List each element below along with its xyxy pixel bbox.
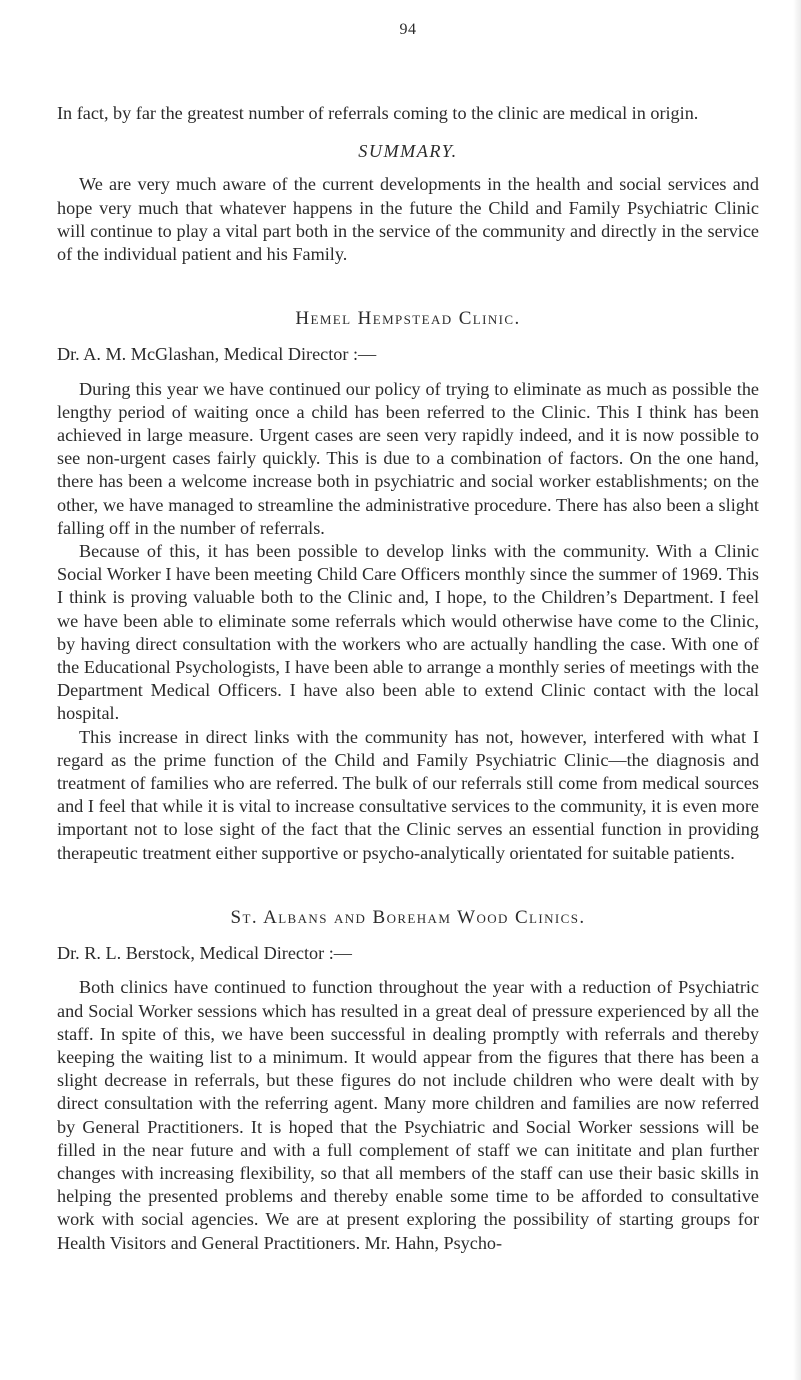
document-page [57, 20, 759, 1255]
summary-paragraph: We are very much aware of the current developments in the health and social services and hope very much that whatever happens in the future the Child and Family Psychiatric Clinic will continue to play a vital part both in the service of the community and directly in the service of the individual patient and his Family. [57, 174, 759, 265]
hemel-director-line: Dr. A. M. McGlashan, Medical Director :— [57, 344, 377, 365]
st-albans-heading: St. Albans and Boreham Wood Clinics. [230, 906, 586, 928]
hemel-paragraph-3: This increase in direct links with the community has not, however, interfered with what I regard as the prime function of the Child and Family Psychiatric Clinic—the diagnosis and treatment of families who are referred. The bulk of our referrals still come from medical sources and I feel that while it is vital to increase consultative services to the community, it is even more important not to lose sight of the fact that the Clinic serves an essential function in providing therapeutic treatment either supportive or psycho-analytically orientated for suitable patients. [57, 726, 759, 863]
page-number: 94 [399, 21, 417, 38]
intro-paragraph: In fact, by far the greatest number of referrals coming to the clinic are medical in origin. [57, 103, 699, 123]
st-albans-director-line: Dr. R. L. Berstock, Medical Director :— [57, 943, 352, 964]
page-edge-shadow [793, 0, 801, 1380]
hemel-paragraph-2: Because of this, it has been possible to develop links with the community. With a Clinic Social Worker I have been meeting Child Care Officers monthly since the summer of 1969. This I think is proving valuable both to the Clinic and, I hope, to the Children’s Department. I feel we have been able to eliminate some referrals which would otherwise have come to the Clinic, by having direct consultation with the workers who are actually handling the case. With one of the Educational Psychologists, I have been able to arrange a monthly series of meetings with the Department Medical Officers. I have also been able to extend Clinic contact with the local hospital. [57, 541, 759, 724]
hemel-hempstead-heading: Hemel Hempstead Clinic. [295, 308, 521, 330]
hemel-paragraph-1: During this year we have continued our policy of trying to eliminate as much as possible the lengthy period of waiting once a child has been referred to the Clinic. This I think has been achieved in large measure. Urgent cases are seen very rapidly indeed, and it is now possible to see non-urgent cases fairly quickly. This is due to a combination of factors. On the one hand, there has been a welcome increase both in psychiatric and social worker establishments; on the other, we have managed to streamline the administrative procedure. There has also been a slight falling off in the number of referrals. [57, 378, 759, 538]
st-albans-paragraph-1: Both clinics have continued to function throughout the year with a reduction of Psychiatric and Social Worker sessions which has resulted in a great deal of pressure experienced by all the staff. In spite of this, we have been successful in dealing promptly with referrals and thereby keeping the waiting list to a minimum. It would appear from the figures that there has been a slight decrease in referrals, but these figures do not include children who were dealt with by direct consultation with the referring agent. Many more children and families are now referred by General Practitioners. It is hoped that the Psychiatric and Social Worker sessions will be filled in the near future and with a full complement of staff we can inititate and plan further changes with increasing flexibility, so that all members of the staff can use their basic skills in helping the presented problems and thereby enable some time to be afforded to consultative work with social agencies. We are at present exploring the possibility of starting groups for Health Visitors and General Practitioners. Mr. Hahn, Psycho- [57, 977, 759, 1253]
summary-heading: SUMMARY. [358, 141, 458, 162]
